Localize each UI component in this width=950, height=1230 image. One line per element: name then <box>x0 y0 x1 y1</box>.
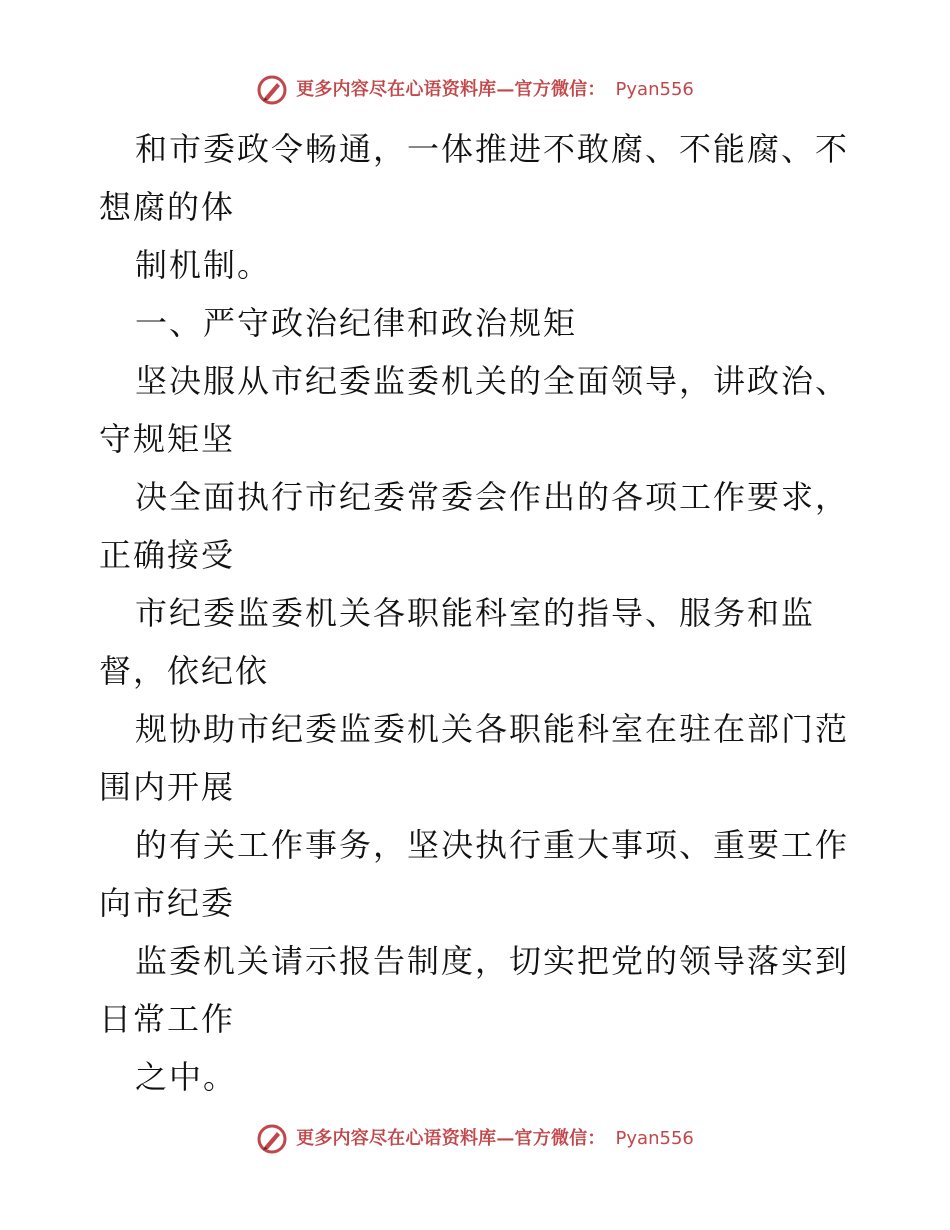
footer-watermark <box>0 1119 950 1159</box>
header-watermark <box>0 70 950 110</box>
text-line: 监委机关请示报告制度，切实把党的领导落实到 <box>135 942 850 980</box>
text-line: 市纪委监委机关各职能科室的指导、服务和监 <box>135 594 816 632</box>
pen-seal-logo-icon <box>256 1123 288 1155</box>
text-line: 督，依纪依 <box>99 652 270 690</box>
watermark-text: 更多内容尽在心语资料库—官方微信： <box>296 79 606 100</box>
text-line: 日常工作 <box>99 1000 236 1038</box>
watermark-text: 更多内容尽在心语资料库—官方微信： <box>296 1128 606 1149</box>
text-line: 围内开展 <box>99 768 236 806</box>
document-body <box>99 120 859 1106</box>
watermark-handle: Pyan556 <box>615 1128 694 1149</box>
text-line: 和市委政令畅通，一体推进不敢腐、不能腐、不 <box>135 130 850 168</box>
text-line: 守规矩坚 <box>99 420 236 458</box>
text-line: 的有关工作事务，坚决执行重大事项、重要工作 <box>135 826 850 864</box>
text-line: 制机制。 <box>135 246 272 284</box>
text-line: 规协助市纪委监委机关各职能科室在驻在部门范 <box>135 710 850 748</box>
text-line: 正确接受 <box>99 536 236 574</box>
text-line: 坚决服从市纪委监委机关的全面领导，讲政治、 <box>135 362 850 400</box>
watermark-handle: Pyan556 <box>615 79 694 100</box>
text-line: 想腐的体 <box>99 188 236 226</box>
text-line: 向市纪委 <box>99 884 236 922</box>
section-heading: 一、严守政治纪律和政治规矩 <box>135 304 578 342</box>
text-line: 之中。 <box>135 1058 238 1096</box>
text-line: 决全面执行市纪委常委会作出的各项工作要求， <box>135 478 850 516</box>
pen-seal-logo-icon <box>256 74 288 106</box>
